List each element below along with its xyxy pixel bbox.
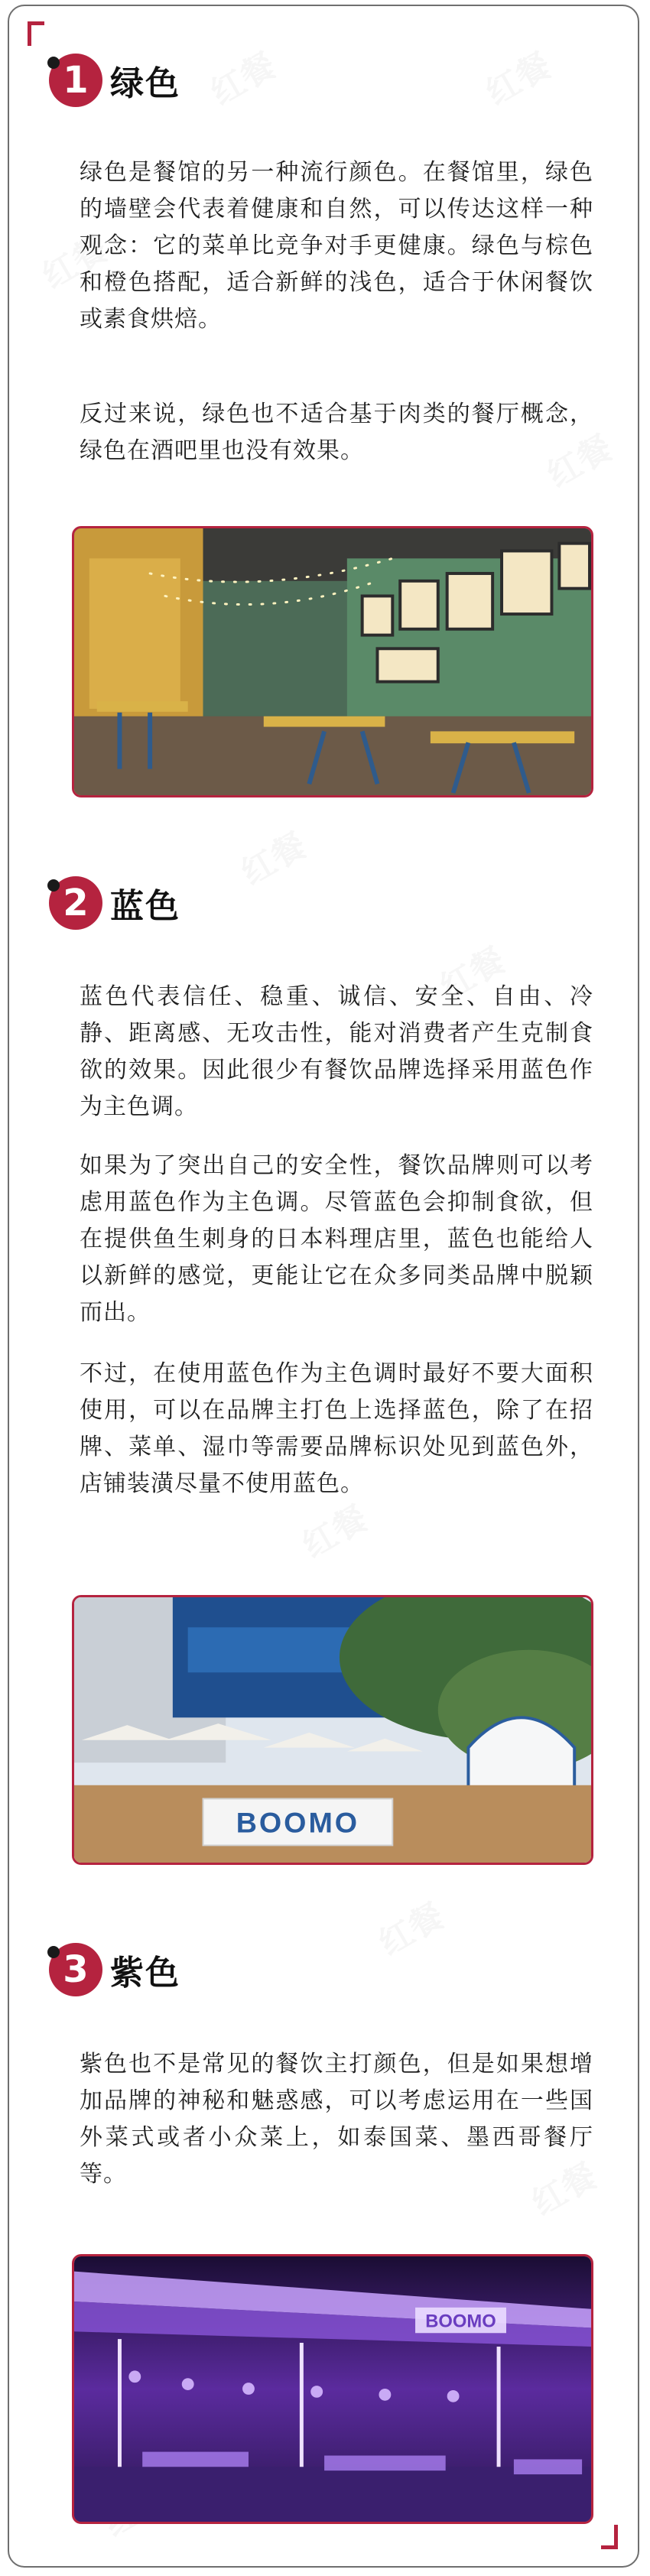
section-number-badge — [49, 54, 102, 107]
section-paragraph: 绿色是餐馆的另一种流行颜色。在餐馆里，绿色的墙壁会代表着健康和自然，可以传达这样一种观念：它的菜单比竞争对手更健康。绿色与棕色和橙色搭配，适合新鲜的浅色，适合于休闲餐饮或素食烘焙。 — [80, 159, 593, 333]
green-restaurant-photo — [72, 526, 593, 797]
section-number: 1 — [63, 59, 89, 102]
section-number: 2 — [63, 882, 89, 924]
section-paragraph: 紫色也不是常见的餐饮主打颜色，但是如果想增加品牌的神秘和魅惑感，可以考虑运用在一些国外菜式或者小众菜上，如泰国菜、墨西哥餐厅等。 — [80, 2051, 593, 2188]
blue-restaurant-photo — [72, 1595, 593, 1865]
corner-bracket-bottom-right — [601, 2525, 618, 2549]
section-heading-blue — [49, 872, 180, 934]
section-title: 紫色 — [110, 1954, 180, 1993]
watermark — [200, 38, 283, 114]
section-number-badge — [49, 876, 102, 930]
section-title: 绿色 — [110, 64, 180, 103]
section-paragraph: 不过，在使用蓝色作为主色调时最好不要大面积使用，可以在品牌主打色上选择蓝色，除了在招牌、菜单、湿巾等需要品牌标识处见到蓝色外，店铺装潢尽量不使用蓝色。 — [80, 1360, 593, 1497]
watermark — [476, 38, 558, 114]
watermark — [231, 818, 314, 894]
sign-text: BOOMO — [236, 1806, 360, 1839]
watermark — [369, 1889, 451, 1964]
section-paragraph: 蓝色代表信任、稳重、诚信、安全、自由、冷静、距离感、无攻击性，能对消费者产生克制食欲的效果。因此很少有餐饮品牌选择采用蓝色作为主色调。 — [80, 983, 593, 1120]
badge-dot — [47, 57, 60, 69]
sign-text: BOOMO — [425, 2311, 496, 2332]
section-heading-purple — [49, 1939, 180, 2000]
section-heading-green — [49, 50, 180, 111]
purple-restaurant-photo — [72, 2254, 593, 2524]
article-card — [8, 5, 639, 2568]
section-number-badge — [49, 1943, 102, 1996]
badge-dot — [47, 879, 60, 892]
watermark — [292, 1491, 375, 1567]
section-number: 3 — [63, 1948, 89, 1991]
section-paragraph: 反过来说，绿色也不适合基于肉类的餐厅概念，绿色在酒吧里也没有效果。 — [80, 401, 593, 464]
section-paragraph: 如果为了突出自己的安全性，餐饮品牌则可以考虑用蓝色作为主色调。尽管蓝色会抑制食欲，但在提供鱼生刺身的日本料理店里，蓝色也能给人以新鲜的感觉，更能让它在众多同类品牌中脱颖而出。 — [80, 1152, 593, 1326]
section-title: 蓝色 — [110, 887, 180, 926]
badge-dot — [47, 1946, 60, 1958]
corner-bracket-top-left — [28, 21, 44, 46]
